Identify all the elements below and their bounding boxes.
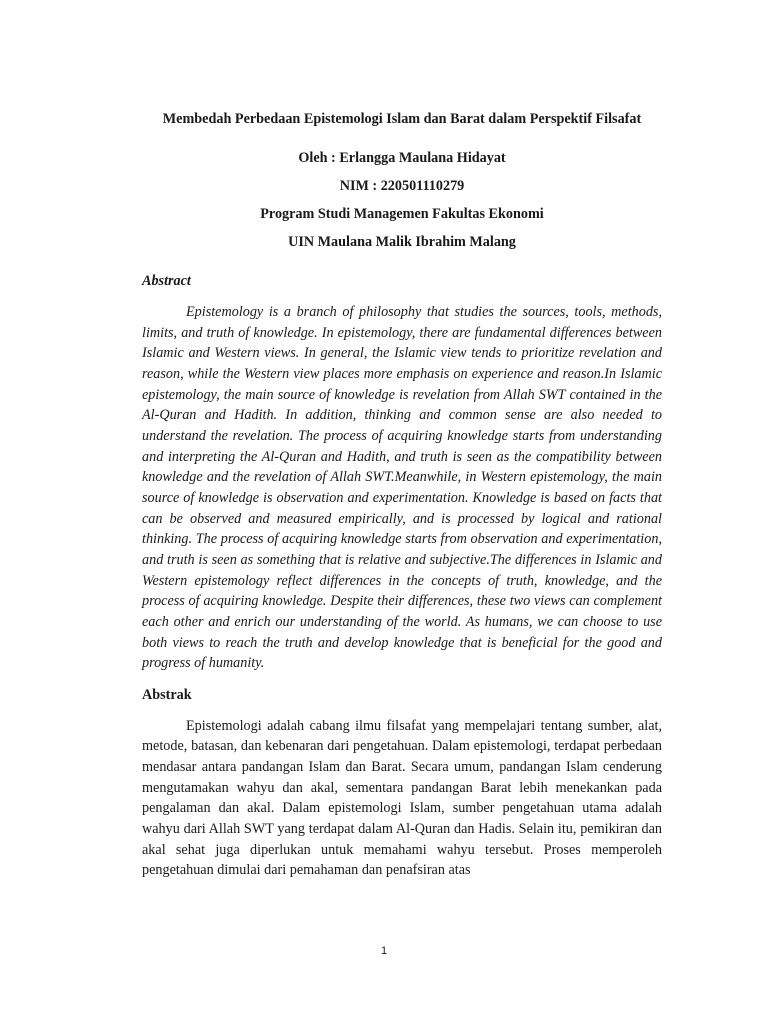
program-line: Program Studi Managemen Fakultas Ekonomi — [260, 206, 544, 222]
document-title: Membedah Perbedaan Epistemologi Islam dan Barat dalam Perspektif Filsafat — [162, 111, 642, 127]
nim-line: NIM : 220501110279 — [339, 178, 465, 194]
author-line: Oleh : Erlangga Maulana Hidayat — [298, 150, 506, 166]
abstrak-heading: Abstrak — [142, 686, 192, 703]
abstract-heading: Abstract — [142, 273, 191, 289]
page-number: 1 — [380, 945, 388, 957]
page-content — [142, 110, 662, 881]
abstract-paragraph: Epistemology is a branch of philosophy that studies the sources, tools, methods, limits, and truth of knowledge. In epistemology, there are fundamental differences between Islamic and Western views. In general, the Islamic view tends to prioritize revelation and reason, while the Western view places more emphasis on experience and reason.In Islamic epistemology, the main source of knowledge is revelation from Allah SWT contained in the Al-Quran and Hadith. In addition, thinking and common sense are also needed to understand the revelation. The process of acquiring knowledge starts from understanding and interpreting the Al-Quran and Hadith, and truth is seen as the compatibility between knowledge and the revelation of Allah SWT.Meanwhile, in Western epistemology, the main source of knowledge is observation and experimentation. Knowledge is based on facts that can be observed and measured empirically, and is processed by logical and rational thinking. The process of acquiring knowledge starts from observation and experimentation, and truth is seen as something that is relative and subjective.The differences in Islamic and Western epistemology reflect differences in the concepts of truth, knowledge, and the process of acquiring knowledge. Despite their differences, these two views can complement each other and enrich our understanding of the world. As humans, we can choose to use both views to reach the truth and develop knowledge that is beneficial for the good and progress of humanity. — [142, 304, 662, 672]
abstrak-paragraph: Epistemologi adalah cabang ilmu filsafat yang mempelajari tentang sumber, alat, metode, batasan, dan kebenaran dari pengetahuan. Dalam epistemologi, terdapat perbedaan mendasar antara pandangan Islam dan Barat. Secara umum, pandangan Islam cenderung mengutamakan wahyu dan akal, sementara pandangan Barat lebih menekankan pada pengalaman dan akal. Dalam epistemologi Islam, sumber pengetahuan utama adalah wahyu dari Allah SWT yang terdapat dalam Al-Quran dan Hadis. Selain itu, pemikiran dan akal sehat juga diperlukan untuk memahami wahyu tersebut. Proses memperoleh pengetahuan dimulai dari pemahaman dan penafsiran atas — [142, 717, 662, 879]
university-line: UIN Maulana Malik Ibrahim Malang — [288, 234, 516, 250]
